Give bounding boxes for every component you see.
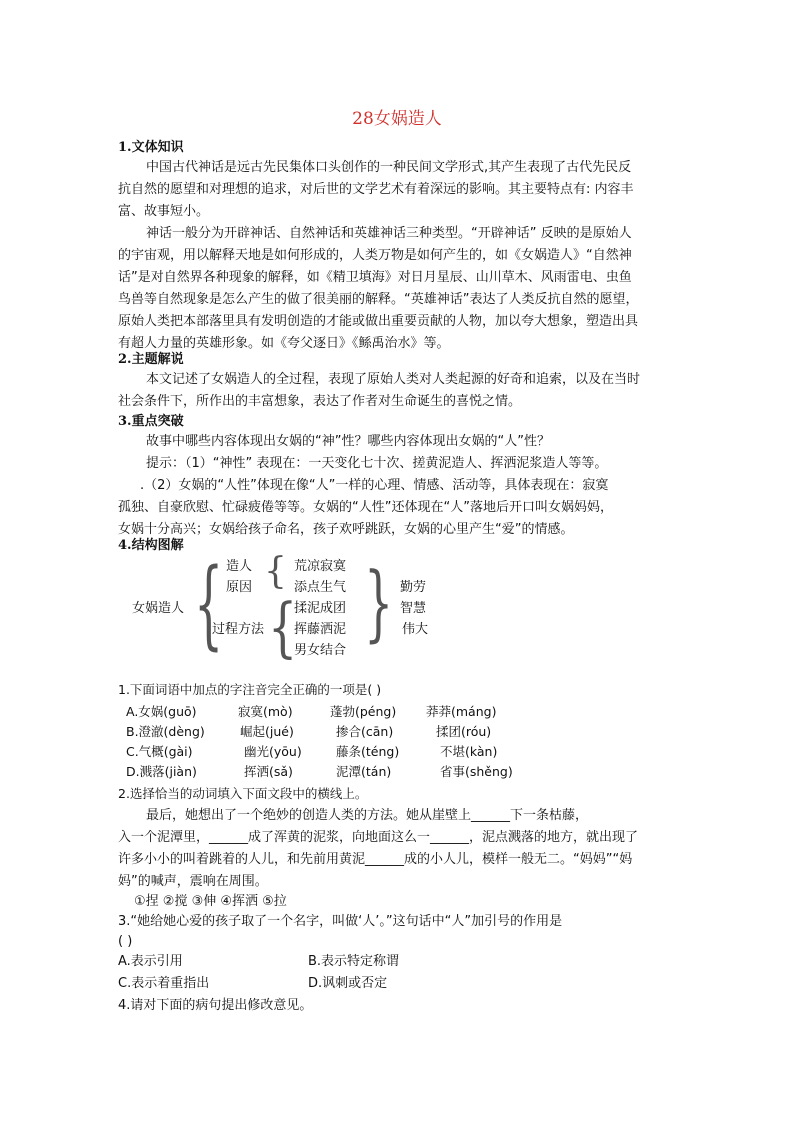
option-c: C.表示着重指出 bbox=[118, 976, 210, 991]
diagram-leaf: 揉泥成团 bbox=[294, 601, 347, 616]
option-cell: 不堪(kàn) bbox=[440, 744, 498, 759]
option-cell: 省事(shěng) bbox=[440, 764, 513, 779]
paragraph-line: 女娲十分高兴；女娲给孩子命名，孩子欢呼跳跃，女娲的心里产生“爱”的情感。 bbox=[118, 522, 574, 537]
option-cell: 寂寞(mò) bbox=[238, 704, 293, 719]
paragraph-line: 有超人力量的英雄形象。如《夸父逐日》《鲧禹治水》等。 bbox=[118, 336, 450, 351]
diagram-trait: 伟大 bbox=[402, 622, 429, 637]
paragraph-line: 原始人类把本部落里具有发明创造的才能或做出重要贡献的人物，加以夸大想象，塑造出具 bbox=[118, 314, 639, 329]
option-a: A.表示引用 bbox=[118, 954, 183, 969]
passage-line: 许多小小的叫着跳着的人儿，和先前用黄泥______成的小人儿，模样一般无二。“妈妈”“妈 bbox=[118, 852, 633, 867]
option-cell: 莽莽(máng) bbox=[426, 704, 497, 719]
passage-line: 最后，她想出了一个绝妙的创造人类的方法。她从崖壁上______下一条枯藤， bbox=[146, 808, 589, 823]
structure-diagram bbox=[118, 546, 518, 665]
diagram-trait: 勤劳 bbox=[400, 580, 427, 595]
passage-line: 妈”的喊声，震响在周围。 bbox=[118, 874, 268, 889]
paragraph-line: 抗自然的愿望和对理想的追求，对后世的文学艺术有着深远的影响。其主要特点有: 内容丰 bbox=[118, 182, 634, 197]
paragraph-line: 本文记述了女娲造人的全过程，表现了原始人类对人类起源的好奇和追索，以及在当时 bbox=[146, 372, 641, 387]
option-cell: A.女娲(guō) bbox=[126, 704, 197, 719]
paragraph-line: 提示：（1）“神性” 表现在：一天变化七十次、搓黄泥造人、挥洒泥浆造人等等。 bbox=[146, 456, 608, 471]
question-stem: 2.选择恰当的动词填入下面文段中的横线上。 bbox=[118, 786, 368, 801]
diagram-leaf: 荒凉寂寞 bbox=[294, 559, 347, 574]
page-title: 28女娲造人 bbox=[352, 109, 442, 129]
option-cell: D.溅落(jiàn) bbox=[126, 764, 197, 779]
paragraph-line: 鸟兽等自然现象是怎么产生的做了很美丽的解释。“英雄神话”表达了人类反抗自然的愿望， bbox=[118, 292, 639, 307]
option-cell: 幽光(yōu) bbox=[244, 744, 302, 759]
paragraph-line: 故事中哪些内容体现出女娲的“神”性？哪些内容体现出女娲的“人”性？ bbox=[146, 434, 550, 449]
option-cell: 泥潭(tán) bbox=[336, 764, 392, 779]
option-cell: 掺合(cān) bbox=[336, 724, 394, 739]
paragraph-line: 中国古代神话是远古先民集体口头创作的一种民间文学形式,其产生表现了古代先民反 bbox=[146, 160, 632, 175]
paragraph-line: 富、故事短小。 bbox=[118, 204, 210, 219]
question-stem: 3.“她给她心爱的孩子取了一个名字，叫做‘人’。”这句话中“人”加引号的作用是 bbox=[118, 914, 563, 929]
option-cell: C.气概(gài) bbox=[126, 744, 193, 759]
option-cell: 崛起(jué) bbox=[240, 724, 294, 739]
diagram-node: 过程方法 bbox=[212, 622, 265, 637]
option-cell: 藤条(téng) bbox=[336, 744, 400, 759]
diagram-node: 造人 bbox=[226, 559, 253, 574]
brace-icon: { bbox=[264, 551, 287, 592]
paragraph-line: 神话一般分为开辟神话、自然神话和英雄神话三种类型。“开辟神话” 反映的是原始人 bbox=[146, 226, 632, 241]
paragraph-line: 孤独、自豪欣慰、忙碌疲倦等等。女娲的“人性”还体现在“人”落地后开口叫女娲妈妈， bbox=[118, 500, 613, 515]
diagram-root: 女娲造人 bbox=[132, 601, 185, 616]
option-cell: 蓬勃(péng) bbox=[330, 704, 397, 719]
question-stem: 4.请对下面的病句提出修改意见。 bbox=[118, 998, 313, 1013]
option-b: B.表示特定称谓 bbox=[308, 954, 400, 969]
diagram-trait: 智慧 bbox=[400, 601, 427, 616]
brace-icon: { bbox=[268, 589, 298, 665]
section-heading: 2.主题解说 bbox=[118, 352, 184, 367]
option-cell: 揉团(róu) bbox=[436, 724, 492, 739]
option-cell: B.澄澈(dèng) bbox=[126, 724, 205, 739]
option-d: D.讽刺或否定 bbox=[308, 976, 388, 991]
paragraph-line: 的宇宙观，用以解释天地是如何形成的，人类万物是如何产生的，如《女娲造人》“自然神 bbox=[118, 248, 632, 263]
brace-icon: { bbox=[194, 546, 224, 660]
diagram-leaf: 添点生气 bbox=[294, 580, 347, 595]
paragraph-line: .（2）女娲的“人性”体现在像“人”一样的心理、情感、活动等，具体表现在：寂寞 bbox=[140, 478, 609, 493]
section-heading: 3.重点突破 bbox=[118, 414, 184, 429]
question-stem-cont: ( ) bbox=[118, 934, 133, 949]
paragraph-line: 话”是对自然界各种现象的解释，如《精卫填海》对日月星辰、山川草木、风雨雷电、虫鱼 bbox=[118, 270, 632, 285]
diagram-leaf: 挥藤洒泥 bbox=[294, 622, 347, 637]
brace-icon: } bbox=[364, 553, 394, 651]
diagram-node: 原因 bbox=[226, 580, 253, 595]
passage-line: 入一个泥潭里，______成了浑黄的泥浆，向地面这么一______，泥点溅落的地方，就出现了 bbox=[118, 830, 639, 845]
choice-list: ①捏 ②搅 ③伸 ④挥洒 ⑤拉 bbox=[134, 894, 287, 909]
paragraph-line: 社会条件下，所作出的丰富想象，表达了作者对生命诞生的喜悦之情。 bbox=[118, 394, 522, 409]
diagram-leaf: 男女结合 bbox=[294, 643, 347, 658]
section-heading: 4.结构图解 bbox=[118, 538, 184, 553]
question-stem: 1.下面词语中加点的字注音完全正确的一项是( ) bbox=[118, 682, 382, 697]
section-heading: 1.文体知识 bbox=[118, 140, 184, 155]
option-cell: 挥洒(sǎ) bbox=[244, 764, 293, 779]
